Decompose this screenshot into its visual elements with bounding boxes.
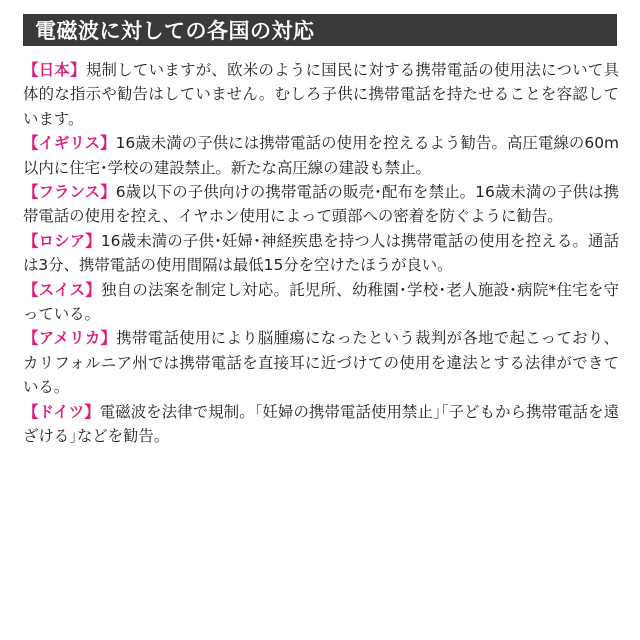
entry-japan [23,58,619,131]
entry-text: 16歳未満の子供には携帯電話の使用を控えるよう勧告。高圧電線の60m以内に住宅･学校の建設禁止。新たな高圧線の建設も禁止。 [23,134,619,177]
country-label: 【イギリス】 [23,134,116,153]
entry-text: 規制していますが、欧米のように国民に対する携帯電話の使用法について具体的な指示や勧告はしていません。むしろ子供に携帯電話を持たせることを容認しています。 [23,61,619,128]
page-title: 電磁波に対しての各国の対応 [35,19,315,43]
entry-text: 16歳未満の子供･妊婦･神経疾患を持つ人は携帯電話の使用を控える。通話は3分、携帯電話の使用間隔は最低15分を空けたほうが良い。 [23,231,619,275]
country-list [23,58,619,449]
entry-text: 電磁波を法律で規制。｢妊婦の携帯電話使用禁止｣｢子どもから携帯電話を遠ざける｣などを勧告。 [23,402,619,446]
entry-uk [23,131,619,180]
country-label: 【日本】 [23,61,86,79]
title-bar [23,14,617,46]
entry-text: 携帯電話使用により脳腫瘍になったという裁判が各地で起こっており、カリフォルニア州では携帯電話を直接耳に近づけての使用を違法とする法律ができている。 [23,329,619,397]
entry-germany [23,400,619,449]
entry-switzerland [23,278,619,327]
country-label: 【アメリカ】 [23,329,117,348]
entry-russia [23,229,619,278]
country-label: 【スイス】 [23,280,101,299]
entry-text: 独自の法案を制定し対応。託児所、幼稚園･学校･老人施設･病院*住宅を守っている。 [23,280,619,324]
entry-text: 6歳以下の子供向けの携帯電話の販売･配布を禁止。16歳未満の子供は携帯電話の使用を控え、イヤホン使用によって頭部への密着を防ぐように勧告。 [23,183,619,226]
country-label: 【フランス】 [23,183,116,202]
entry-france [23,180,619,229]
country-label: 【ドイツ】 [23,402,100,421]
entry-usa [23,326,619,399]
country-label: 【ロシア】 [23,231,101,250]
